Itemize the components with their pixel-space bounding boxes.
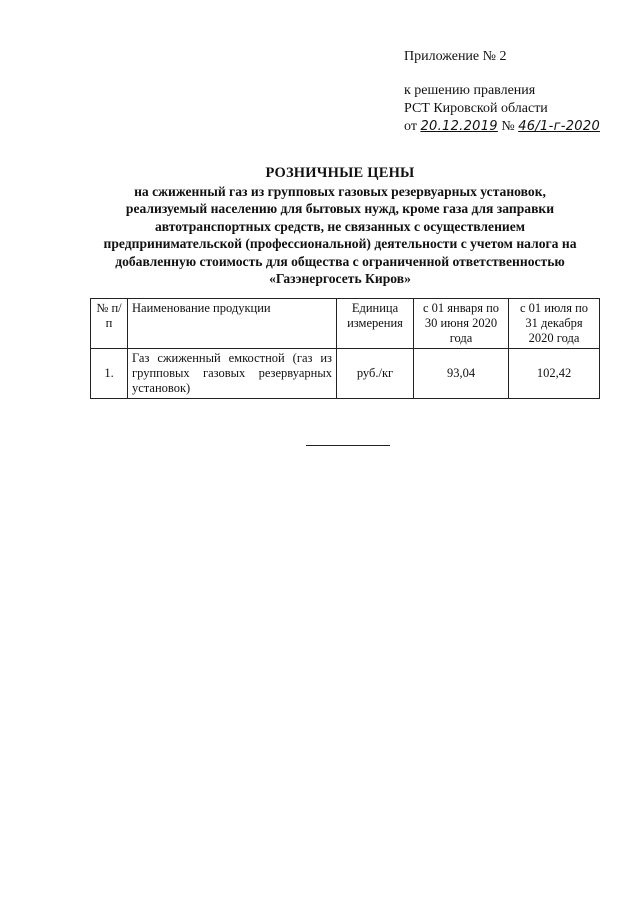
document-title: РОЗНИЧНЫЕ ЦЕНЫ (265, 165, 415, 181)
header-product: Наименование продукции (128, 299, 337, 349)
header-period-2: с 01 июля по 31 декабря 2020 года (509, 299, 600, 349)
price-table (90, 298, 600, 399)
end-divider (306, 445, 390, 446)
row-product-name: Газ сжиженный емкостной (газ из групповых газовых резервуарных установок) (128, 349, 337, 399)
table-header-row (91, 299, 600, 349)
appendix-line-1: к решению правления (404, 83, 536, 98)
header-unit: Единица измерения (337, 299, 414, 349)
appendix-date-line (404, 118, 624, 136)
row-price-period-1: 93,04 (414, 349, 509, 399)
header-period-1: с 01 января по 30 июня 2020 года (414, 299, 509, 349)
decision-date: 20.12.2019 (420, 119, 498, 134)
header-number: № п/п (91, 299, 128, 349)
date-prefix: от (404, 119, 417, 134)
row-number: 1. (91, 349, 128, 399)
decision-number: 46/1-г-2020 (518, 119, 601, 134)
row-unit: руб./кг (337, 349, 414, 399)
document-subtitle: на сжиженный газ из групповых газовых резервуарных установок, реализуемый населению для бытовых нужд, кроме газа для заправки автотранспортных средств, не связанных с осуществлением предпринимательской (профессиональной) деятельности с учетом налога на добавленную стоимость для общества с ограниченной ответственностью «Газэнергосеть Киров» (103, 183, 577, 286)
document-heading (100, 165, 580, 288)
row-price-period-2: 102,42 (509, 349, 600, 399)
appendix-title: Приложение № 2 (404, 49, 507, 64)
number-prefix: № (501, 119, 515, 134)
appendix-line-2: РСТ Кировской области (404, 101, 548, 116)
table-row (91, 349, 600, 399)
appendix-block (404, 48, 624, 136)
